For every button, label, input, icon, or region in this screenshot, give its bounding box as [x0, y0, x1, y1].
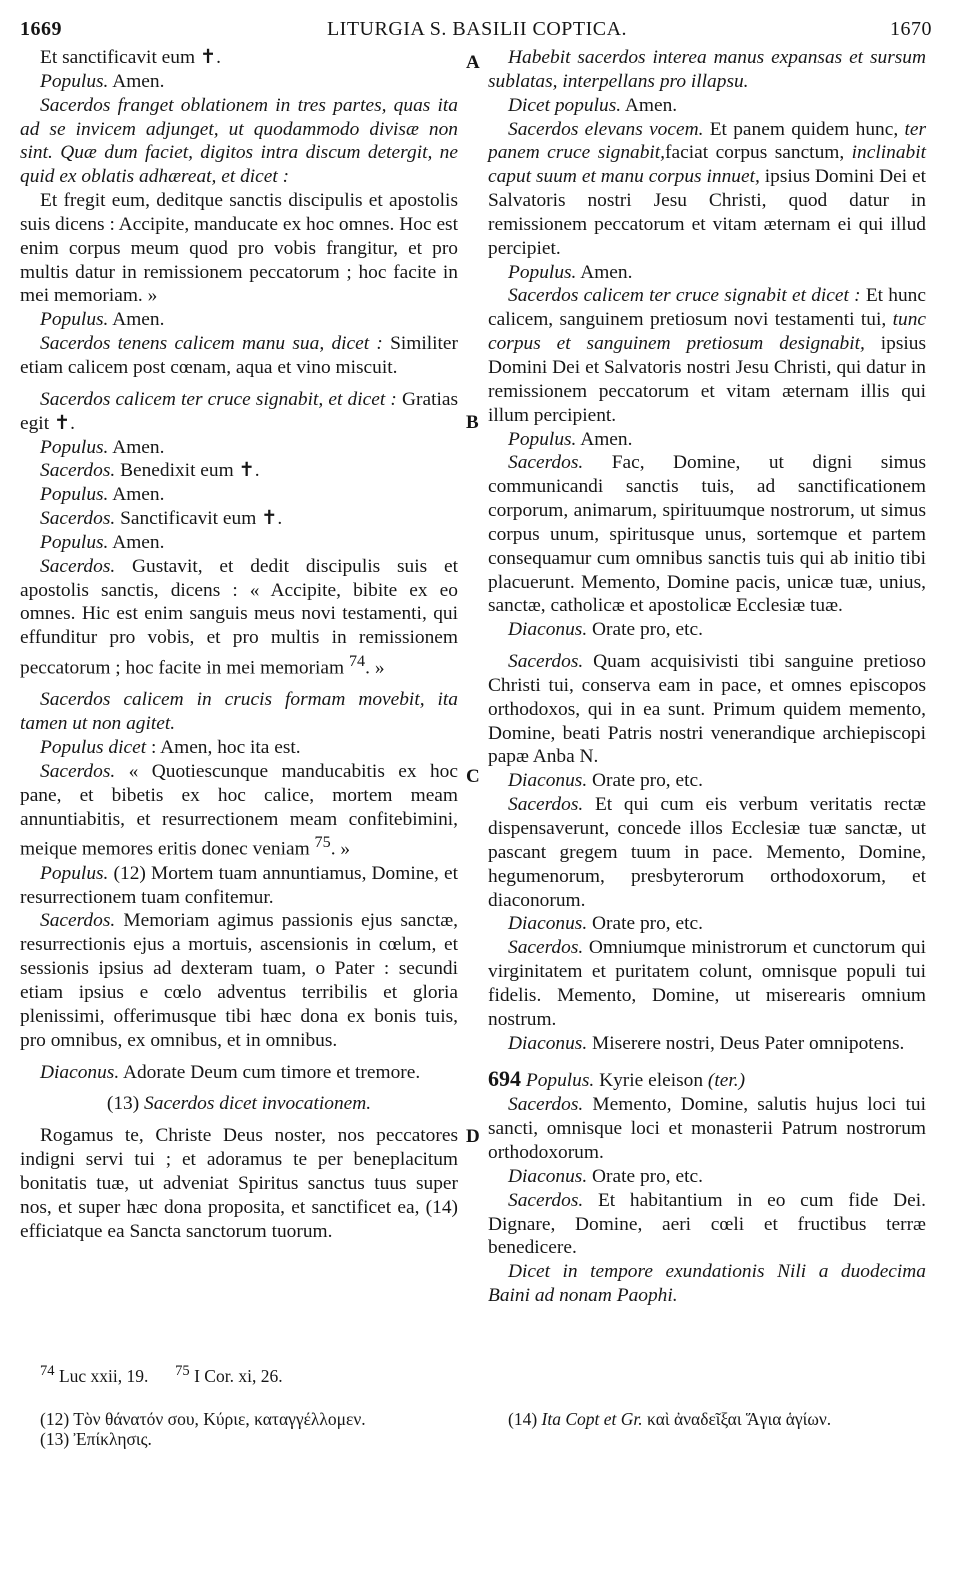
paragraph: Rogamus te, Christe Deus noster, nos peccatores indigni servi tui ; et adoramus te per beneplacitum bonitatis tuæ, ut adveniat Spiritus sanctus tuus super nos, et super hæc dona proposita, et sanctificet ea, (14) efficiatque ea Sancta sanctorum tuorum. [20, 1125, 458, 1242]
paragraph: Populus. Amen. [40, 70, 165, 92]
rubric: Sacerdos calicem in crucis formam movebit, ita tamen ut non agitet. [20, 689, 458, 735]
rubric: Sacerdos franget oblationem in tres partes, quas ita ad se invicem adjunget, ut quodammodo divisæ non sint. Quæ dum faciet, digitos intra discum detergit, ne quid ex oblatis adhæreat, et dicet : [20, 94, 458, 188]
margin-letter-d: D [466, 1126, 480, 1147]
paragraph: Populus dicet : Amen, hoc ita est. [40, 737, 301, 759]
footnote-citations: $^{74}$ Luc xxii, 19. $^{75}$ I Cor. xi, 26. [40, 1363, 283, 1386]
column-number: 694 [488, 1066, 521, 1092]
paragraph: Diaconus. Orate pro, etc. [508, 619, 703, 641]
section-heading: (13) Sacerdos dicet invocationem. [106, 1093, 372, 1115]
running-title: LITURGIA S. BASILII COPTICA. [326, 18, 628, 40]
rubric: Dicet in tempore exundationis Nili a duodecima Baini ad nonam Paophi. [488, 1261, 926, 1307]
page-number-left: 1669 [20, 18, 62, 40]
paragraph: Sacerdos calicem ter cruce signabit et dicet : Et hunc calicem, sanguinem pretiosum novi testamenti tui, tunc corpus et sanguinem pretiosum designabit, ipsius Domini Dei et Salvatoris nostri Jesu Christi, qui datur in remissionem peccatorum et vitam æternam illis qui illum percipient. [488, 285, 927, 426]
paragraph: Sacerdos. Omniumque ministrorum et cunctorum qui virginitatem et puritatem colunt, omnisque populi tui fidelis. Memento, Domine, ut miserearis omnium nostrum. [488, 937, 926, 1030]
paragraph: Et fregit eum, deditque sanctis discipulis et apostolis suis dicens : Accipite, manducate ex hoc omnes. Hoc est enim corpus meum quod pro vobis frangitur, et pro multis datur in remissionem peccatorum ; hoc facite in mei memoriam. » [20, 190, 458, 307]
paragraph: Sacerdos. Benedixit eum ✝. [40, 460, 260, 482]
footnote-12: (12) Τὸν θάνατόν σου, Κύριε, καταγγέλλομεν. [40, 1409, 366, 1429]
footnote-13: (13) Ἐπίκλησις. [40, 1429, 152, 1449]
paragraph: Sacerdos. Et qui cum eis verbum veritatis rectæ dispensaverunt, concede illos Ecclesiæ tuæ sanctæ, ut pascant gregem tuum in pace. Memento, Domine, hegumenorum, presbyterorum orthodoxorum, et diaconorum. [488, 794, 926, 911]
paragraph: Sacerdos. Et habitantium in eo cum fide Dei. Dignare, Domine, aeri cœli et fructibus terræ benedicere. [488, 1189, 926, 1259]
paragraph: Populus. Amen. [40, 309, 165, 331]
paragraph: Diaconus. Orate pro, etc. [508, 770, 703, 792]
rubric: Habebit sacerdos interea manus expansas et sursum sublatas, interpellans pro illapsu. [488, 47, 926, 92]
left-column [20, 46, 458, 1243]
paragraph: Sacerdos calicem ter cruce signabit, et dicet : Gratias egit ✝. [20, 388, 458, 434]
paragraph: Populus. Amen. [508, 261, 633, 283]
paragraph: Sacerdos elevans vocem. Et panem quidem hunc, ter panem cruce signabit,faciat corpus sanctum, inclinabit caput suum et manu corpus innuet, ipsius Domini Dei et Salvatoris nostri Jesu Christi, quod datur in remissionem peccatorum et vitam æternam ei qui illud percipiet. [488, 118, 926, 259]
paragraph: Sacerdos. « Quotiescunque manducabitis ex hoc pane, et bibetis ex hoc calice, mortem meam annuntiabitis, et resurrectionem meam confitebimini, meique memores eritis donec veniam $^{75}$. » [20, 760, 458, 860]
footnote-ref: 74 [348, 653, 366, 671]
paragraph: Sacerdos. Memento, Domine, salutis hujus loci tui sancti, omnisque loci et monasterii Patrum nostrorum orthodoxorum. [488, 1094, 926, 1163]
paragraph: Sacerdos. Quam acquisivisti tibi sanguine pretioso Christi tui, conserva eam in pace, et omnes episcopos orthodoxos, qui in ea sunt. Primum quidem memento, Domine, beati Patris nostri venerandique archiepiscopi papæ Anba N. [488, 651, 926, 768]
paragraph: Populus. Amen. [40, 436, 165, 458]
paragraph: Sacerdos. Gustavit, et dedit discipulis suis et apostolis sanctis, dicens : « Accipite, bibite ex eo omnes. Hic est enim sanguis meus novi testamenti, qui effunditur pro vobis, et pro multis in remissionem peccatorum ; hoc facite in mei memoriam $^{74}$. » [20, 555, 458, 679]
margin-letter-b: B [466, 412, 479, 433]
right-column [488, 46, 926, 1308]
page-number-right: 1670 [890, 18, 932, 40]
footnote-14: (14) Ita Copt et Gr. καὶ ἀναδεῖξαι Ἅγια ἁγίων. [508, 1409, 832, 1429]
footnote-ref: 75 [314, 834, 331, 852]
paragraph: Et sanctificavit eum ✝. [40, 47, 222, 68]
margin-letter-a: A [466, 52, 480, 73]
paragraph: Dicet populus. Amen. [508, 94, 678, 116]
paragraph: Diaconus. Miserere nostri, Deus Pater omnipotens. [508, 1032, 905, 1054]
paragraph: Populus. Amen. [40, 531, 165, 553]
paragraph: Populus. (12) Mortem tuam annuntiamus, Domine, et resurrectionem tuam confitemur. [20, 862, 458, 908]
paragraph: Sacerdos. Fac, Domine, ut digni simus communicandi sanctis tuis, ad sanctificationem corporum, animarum, spirituumque nostrorum, ut simus corpus unum, spiritusque unus, sortemque et partem consequamur cum omnibus sanctis tuis qui ab initio tibi placuerunt. Memento, Domine pacis, unicæ tuæ, unius, sanctæ, catholicæ et apostolicæ Ecclesiæ tuæ. [488, 452, 926, 617]
paragraph: Sacerdos. Sanctificavit eum ✝. [40, 508, 283, 530]
paragraph: 694 Populus. Kyrie eleison (ter.) [488, 1066, 746, 1092]
paragraph: Sacerdos. Memoriam agimus passionis ejus sanctæ, resurrectionis ejus a mortuis, ascensionis in cœlum, et sessionis ipsius ad dexteram tuam, o Pater : secundi etiam ipsius e cœlo adventus terribilis et gloria plenissimi, offerimusque tibi hæc dona ex bonis tuis, pro omnibus, ex omnibus, et in omnibus. [20, 910, 458, 1051]
paragraph: Diaconus. Orate pro, etc. [508, 1165, 703, 1187]
margin-letter-c: C [466, 766, 480, 787]
paragraph: Diaconus. Adorate Deum cum timore et tremore. [40, 1061, 421, 1083]
paragraph: Populus. Amen. [508, 428, 633, 450]
paragraph: Sacerdos tenens calicem manu sua, dicet : Similiter etiam calicem post cœnam, aqua et vino miscuit. [20, 333, 459, 378]
paragraph: Populus. Amen. [40, 484, 165, 506]
paragraph: Diaconus. Orate pro, etc. [508, 913, 703, 935]
